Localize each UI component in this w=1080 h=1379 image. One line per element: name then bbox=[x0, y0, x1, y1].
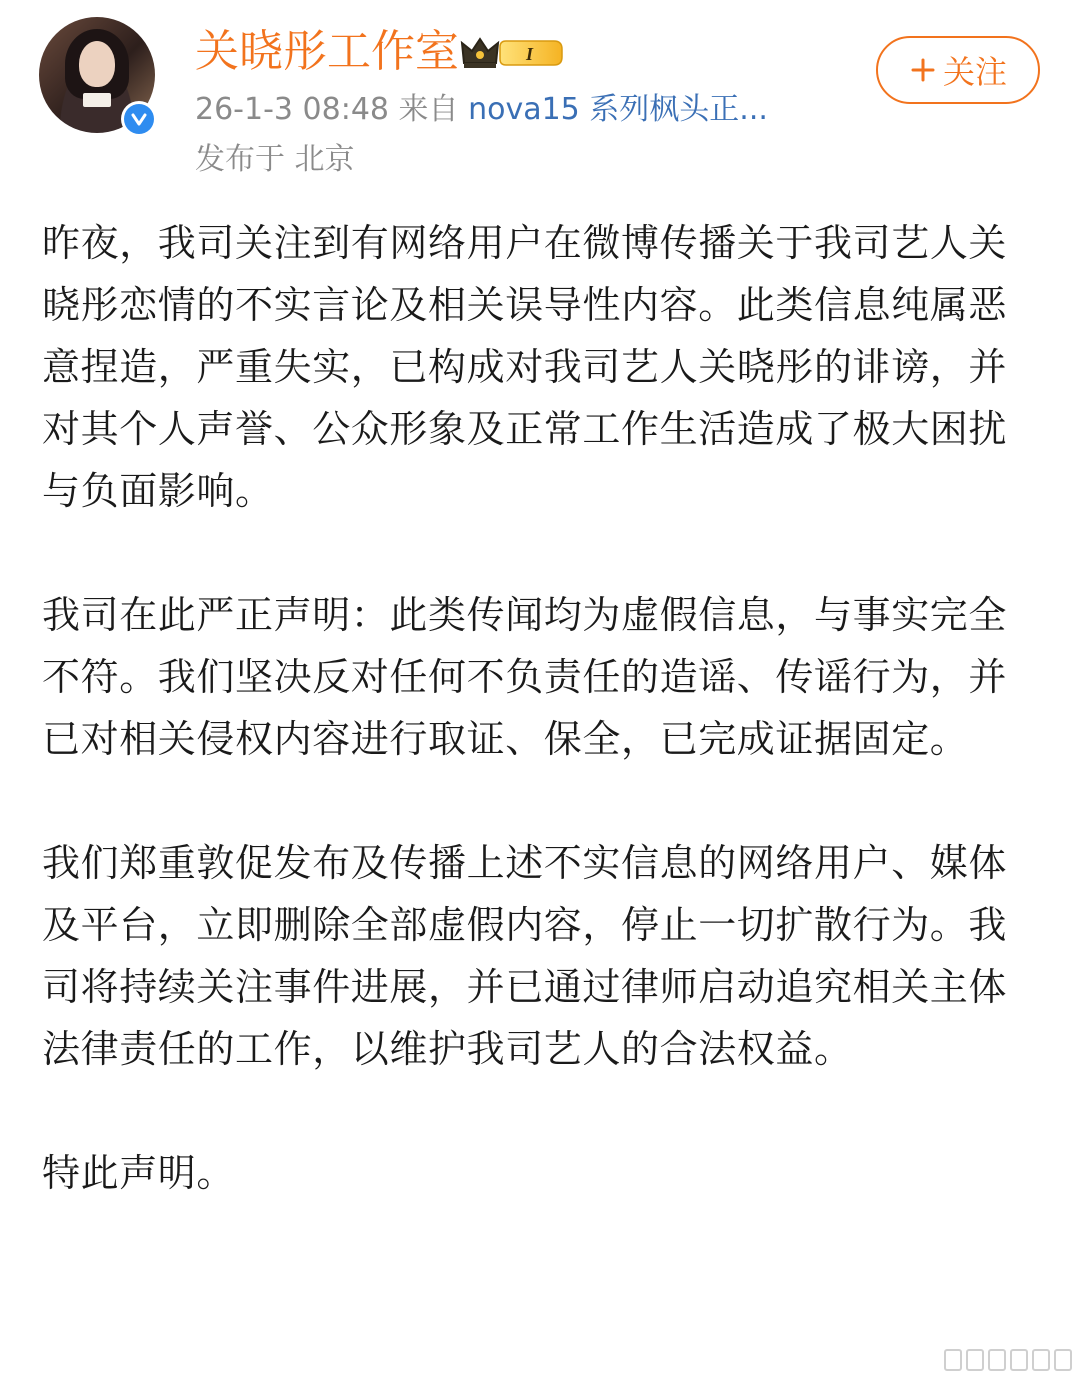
source-prefix: 来自 bbox=[398, 92, 459, 127]
verified-icon bbox=[121, 101, 157, 137]
follow-label: 关注 bbox=[942, 53, 1007, 91]
post-location: 发布于 北京 bbox=[195, 142, 355, 177]
post-paragraph: 昨夜，我司关注到有网络用户在微博传播关于我司艺人关晓彤恋情的不实言论及相关误导性内容。此类信息纯属恶意捏造，严重失实，已构成对我司艺人关晓彤的诽谤，并对其个人声誉、公众形象及正常工作生活造成了极大困扰与负面影响。 bbox=[42, 221, 1008, 513]
post-paragraph: 我们郑重敦促发布及传播上述不实信息的网络用户、媒体及平台，立即删除全部虚假内容，停止一切扩散行为。我司将持续关注事件进展，并已通过律师启动追究相关主体法律责任的工作，以维护我司艺人的合法权益。 bbox=[42, 841, 1008, 1071]
follow-button[interactable] bbox=[876, 36, 1040, 104]
member-crown-badge-icon[interactable] bbox=[456, 33, 566, 73]
post-body bbox=[42, 212, 1042, 1266]
avatar-face bbox=[79, 41, 115, 87]
badge-level: I bbox=[526, 44, 534, 64]
post-time: 26-1-3 08:48 bbox=[195, 92, 389, 127]
avatar-collar bbox=[83, 93, 111, 107]
post-header bbox=[0, 0, 1080, 200]
post-meta bbox=[195, 88, 768, 132]
account-name[interactable]: 关晓彤工作室 bbox=[195, 26, 459, 77]
post-paragraph: 特此声明。 bbox=[42, 1151, 236, 1195]
post-paragraph: 我司在此严正声明：此类传闻均为虚假信息，与事实完全不符。我们坚决反对任何不负责任的造谣、传谣行为，并已对相关侵权内容进行取证、保全，已完成证据固定。 bbox=[42, 593, 1008, 761]
watermark-logo bbox=[944, 1349, 1072, 1371]
post-source-link[interactable]: nova15 系列枫头正... bbox=[468, 92, 768, 127]
plus-icon bbox=[909, 56, 937, 84]
